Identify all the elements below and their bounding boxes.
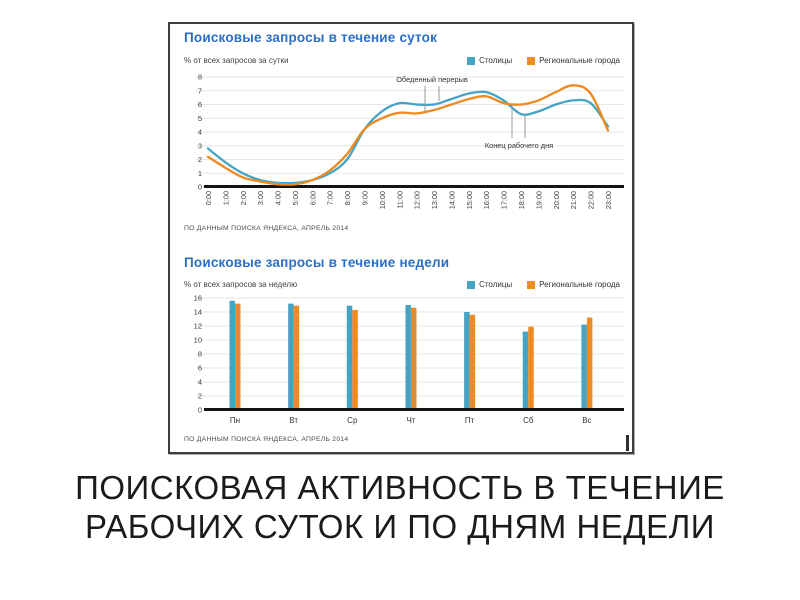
hour-label: 21:00: [569, 191, 579, 210]
y-tick-label: 5: [197, 113, 202, 123]
hour-label: 14:00: [447, 191, 457, 210]
weekly-bar-chart: [182, 292, 628, 434]
annotation-label: Конец рабочего дня: [484, 141, 554, 150]
day-label: Ср: [347, 416, 358, 425]
daily-chart-legend: [467, 56, 620, 65]
bar-regional: [411, 308, 417, 410]
hour-label: 9:00: [360, 191, 370, 206]
y-tick-label: 16: [193, 293, 202, 303]
bar-regional: [294, 306, 300, 410]
bar-capitals: [230, 301, 236, 410]
hour-label: 3:00: [256, 191, 266, 206]
y-tick-label: 3: [197, 141, 202, 151]
day-label: Пн: [229, 416, 241, 425]
y-tick-label: 6: [197, 363, 202, 373]
bar-capitals: [347, 306, 353, 410]
bar-regional: [470, 315, 476, 410]
slide-caption: [0, 468, 800, 546]
legend-label-regional: Региональные города: [539, 56, 620, 65]
daily-chart-header: [184, 56, 620, 65]
bar-capitals: [523, 332, 529, 410]
bar-capitals: [581, 325, 587, 410]
hour-label: 6:00: [308, 191, 318, 206]
legend-item-regional: [527, 280, 620, 289]
hour-label: 10:00: [377, 191, 387, 210]
daily-chart-source: ПО ДАННЫМ ПОИСКА ЯНДЕКСА, АПРЕЛЬ 2014: [184, 225, 349, 232]
y-tick-label: 8: [197, 72, 202, 82]
hour-label: 2:00: [238, 191, 248, 206]
y-tick-label: 1: [197, 168, 202, 178]
y-tick-label: 12: [193, 321, 202, 331]
y-tick-label: 0: [197, 182, 202, 192]
bar-regional: [587, 318, 593, 410]
daily-chart-title: Поисковые запросы в течение суток: [184, 30, 438, 45]
hour-label: 1:00: [221, 191, 231, 206]
bar-capitals: [464, 312, 470, 410]
day-label: Вт: [289, 416, 299, 425]
regional-swatch-icon: [527, 281, 535, 289]
bar-capitals: [405, 305, 411, 410]
y-tick-label: 10: [193, 335, 202, 345]
hour-label: 15:00: [464, 191, 474, 210]
weekly-chart-header: [184, 280, 620, 289]
bar-regional: [235, 304, 241, 410]
legend-label-capitals: Столицы: [479, 56, 513, 65]
hour-label: 4:00: [273, 191, 283, 206]
weekly-chart-source: ПО ДАННЫМ ПОИСКА ЯНДЕКСА, АПРЕЛЬ 2014: [184, 436, 349, 443]
hour-label: 19:00: [534, 191, 544, 210]
hour-label: 16:00: [482, 191, 492, 210]
legend-item-capitals: [467, 56, 512, 65]
x-axis: [204, 185, 624, 188]
day-label: Сб: [523, 416, 534, 425]
weekly-chart-title: Поисковые запросы в течение недели: [184, 255, 450, 270]
hour-label: 18:00: [517, 191, 527, 210]
hour-label: 11:00: [395, 191, 405, 209]
bar-capitals: [288, 304, 294, 410]
annotation-label: Обеденный перерыв: [396, 75, 468, 84]
hour-label: 5:00: [290, 191, 300, 206]
y-tick-label: 8: [197, 349, 202, 359]
legend-item-capitals: [467, 280, 512, 289]
hour-label: 7:00: [325, 191, 335, 206]
bar-regional: [528, 327, 534, 410]
legend-label-regional: Региональные города: [539, 280, 620, 289]
day-label: Пт: [464, 416, 475, 425]
y-tick-label: 6: [197, 100, 202, 109]
legend-item-regional: [527, 56, 620, 65]
weekly-chart-legend: [467, 280, 620, 289]
day-label: Чт: [406, 416, 416, 425]
capitals-swatch-icon: [467, 57, 475, 65]
hour-label: 20:00: [551, 191, 561, 210]
hour-label: 17:00: [499, 191, 509, 210]
line-series-capitals: [208, 92, 608, 184]
hour-label: 22:00: [586, 191, 596, 210]
hour-label: 13:00: [430, 191, 440, 210]
regional-swatch-icon: [527, 57, 535, 65]
y-tick-label: 7: [197, 86, 202, 96]
y-tick-label: 4: [197, 377, 202, 387]
y-tick-label: 2: [197, 155, 202, 164]
text-cursor-artifact: [626, 435, 629, 451]
daily-line-chart: [182, 68, 628, 220]
x-axis: [204, 408, 624, 411]
line-series-regional: [208, 85, 608, 184]
slide-caption-line1: ПОИСКОВАЯ АКТИВНОСТЬ В ТЕЧЕНИЕ: [75, 469, 725, 506]
y-tick-label: 0: [197, 405, 202, 415]
hour-label: 8:00: [343, 191, 353, 206]
hour-label: 23:00: [603, 191, 613, 210]
slide-caption-line2: РАБОЧИХ СУТОК И ПО ДНЯМ НЕДЕЛИ: [84, 508, 716, 545]
legend-label-capitals: Столицы: [479, 280, 513, 289]
daily-line-chart-svg: [182, 68, 628, 220]
y-tick-label: 4: [197, 127, 202, 137]
weekly-chart-y-axis-label: % от всех запросов за неделю: [184, 280, 298, 289]
bar-regional: [352, 310, 358, 410]
capitals-swatch-icon: [467, 281, 475, 289]
hour-label: 12:00: [412, 191, 422, 210]
y-tick-label: 14: [193, 307, 202, 317]
weekly-bar-chart-svg: [182, 292, 628, 434]
day-label: Вс: [582, 416, 592, 425]
daily-chart-y-axis-label: % от всех запросов за сутки: [184, 56, 289, 65]
y-tick-label: 2: [197, 391, 202, 401]
charts-panel: [168, 22, 634, 454]
hour-label: 0:00: [204, 191, 213, 206]
